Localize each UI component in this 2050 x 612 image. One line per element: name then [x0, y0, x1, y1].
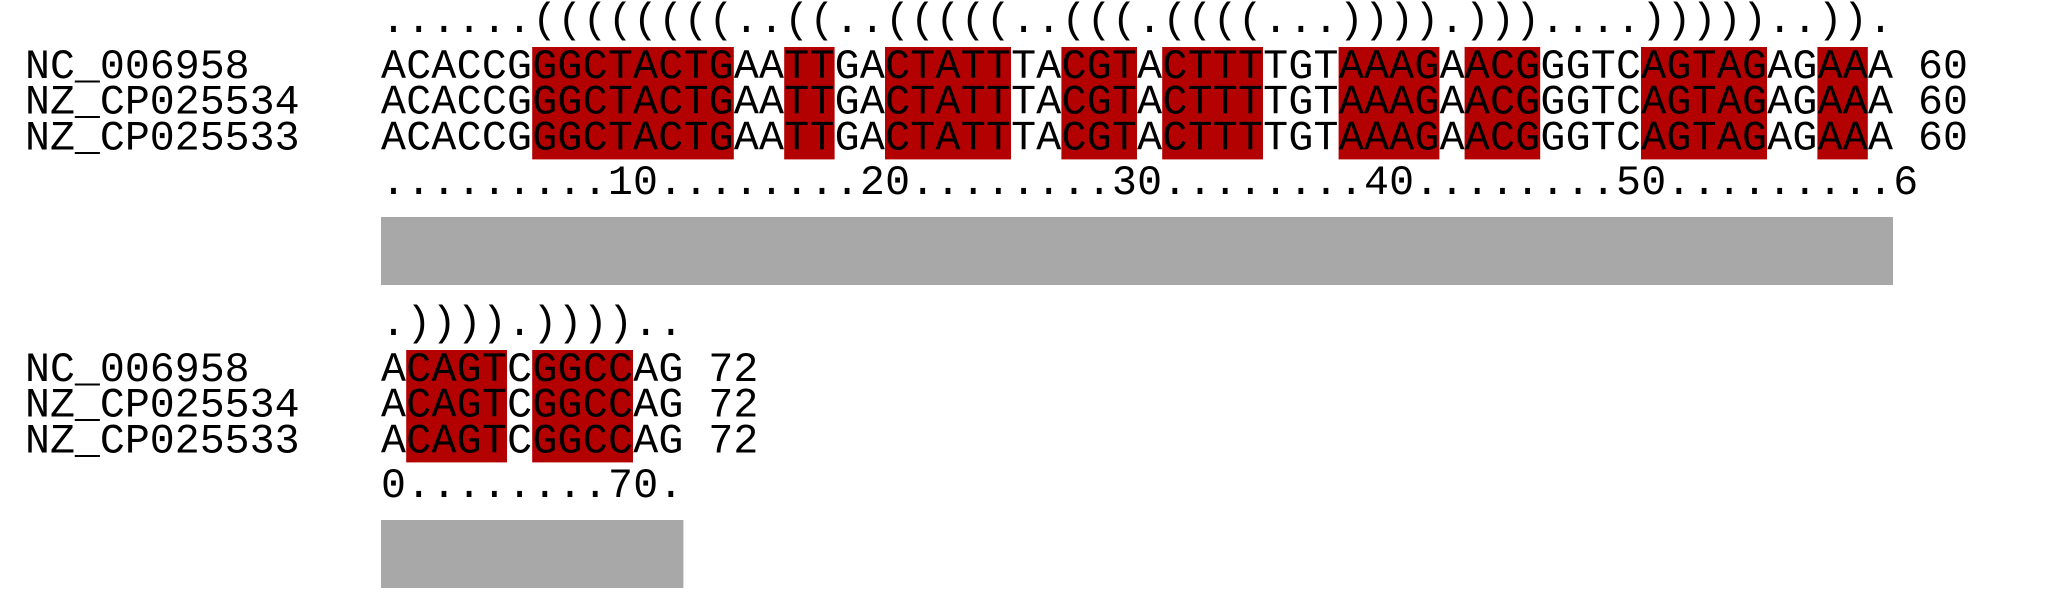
sequence-end-position: 72	[708, 418, 759, 466]
sequence-residues: ACACCGGGCTACTGAATTGACTATTTACGTACTTTTGTAAAGAACGGGTCAGTAGAGAAA	[381, 44, 1893, 91]
sequence-name: NZ_CP025534	[25, 382, 300, 430]
secondary-structure-line: ......((((((((..((..(((((..(((.((((...)))).)))....)))))..)).	[381, 0, 1893, 45]
sequence-residues: ACAGTCGGCCAG	[381, 347, 684, 394]
sequence-name: NC_006958	[25, 347, 250, 394]
sequence-name: NZ_CP025533	[25, 115, 300, 163]
alignment-block	[25, 0, 1968, 285]
secondary-structure-line: .)))).))))..	[381, 301, 684, 348]
sequence-end-position: 60	[1918, 79, 1968, 127]
sequence-name: NZ_CP025533	[25, 418, 300, 466]
sequence-name: NC_006958	[25, 44, 250, 91]
sequence-end-position: 60	[1918, 115, 1968, 163]
sequence-residues: ACACCGGGCTACTGAATTGACTATTTACGTACTTTTGTAAAGAACGGGTCAGTAGAGAAA	[381, 115, 1893, 163]
sequence-end-position: 60	[1918, 44, 1968, 91]
conservation-bar	[381, 217, 1893, 285]
sequence-residues: ACAGTCGGCCAG	[381, 418, 684, 466]
alignment-block	[25, 301, 758, 588]
sequence-name: NZ_CP025534	[25, 79, 300, 127]
sequence-end-position: 72	[708, 347, 759, 394]
sequence-residues: ACACCGGGCTACTGAATTGACTATTTACGTACTTTTGTAAAGAACGGGTCAGTAGAGAAA	[381, 79, 1893, 127]
position-ruler: .........10........20........30........40........50.........6	[381, 160, 1919, 207]
sequence-end-position: 72	[708, 382, 759, 430]
position-ruler: 0........70.	[381, 463, 684, 510]
conservation-bar	[381, 520, 683, 588]
sequence-residues: ACAGTCGGCCAG	[381, 382, 684, 430]
